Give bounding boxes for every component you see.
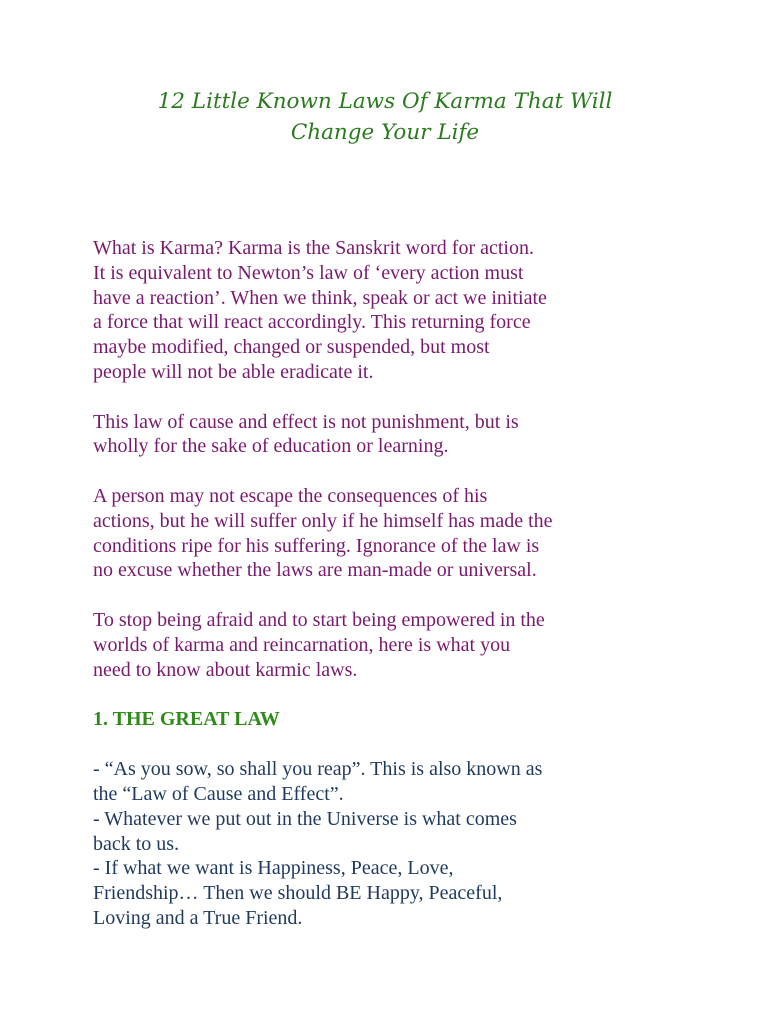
section-heading: 1. THE GREAT LAW [93,708,280,731]
text-line: maybe modified, changed or suspended, but most [93,336,490,359]
text-line: - Whatever we put out in the Universe is what comes [93,807,517,830]
text-line: no excuse whether the laws are man-made or universal. [93,559,537,582]
text-line: - If what we want is Happiness, Peace, Love, [93,857,454,880]
text-line: It is equivalent to Newton’s law of ‘every action must [93,261,524,284]
text-line: Loving and a True Friend. [93,906,303,929]
text-line: To stop being afraid and to start being empowered in the [93,608,545,631]
text-line: Friendship… Then we should BE Happy, Peaceful, [93,882,503,905]
text-line: wholly for the sake of education or learning. [93,435,449,458]
text-line: the “Law of Cause and Effect”. [93,782,344,805]
text-line: This law of cause and effect is not punishment, but is [93,410,519,433]
paragraph-what-is-karma [93,236,733,385]
section-bullets [93,757,733,931]
text-line: What is Karma? Karma is the Sanskrit word for action. [93,237,534,259]
text-line: - “As you sow, so shall you reap”. This is also known as [93,758,543,781]
text-line: a force that will react accordingly. This returning force [93,311,531,334]
document-title [60,86,710,148]
paragraph-cause-and-effect [93,410,733,460]
text-line: back to us. [93,832,180,855]
title-line: 12 Little Known Laws Of Karma That Will [157,89,613,114]
title-line: Change Your Life [290,120,480,145]
text-line: need to know about karmic laws. [93,658,358,681]
text-line: conditions ripe for his suffering. Ignorance of the law is [93,534,540,557]
text-line: have a reaction’. When we think, speak or act we initiate [93,286,547,309]
text-line: people will not be able eradicate it. [93,360,374,383]
text-line: A person may not escape the consequences of his [93,484,488,507]
paragraph-consequences [93,484,733,583]
text-line: worlds of karma and reincarnation, here is what you [93,633,511,656]
text-line: actions, but he will suffer only if he himself has made the [93,509,553,532]
paragraph-empowered [93,608,733,682]
document-body [93,236,733,931]
